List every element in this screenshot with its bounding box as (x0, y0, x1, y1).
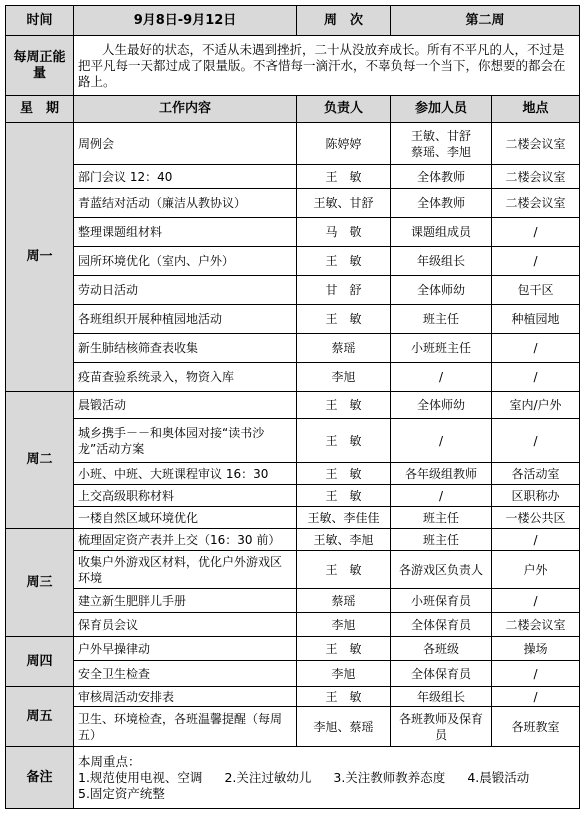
place-cell: / (492, 363, 580, 392)
time-label: 时间 (6, 6, 74, 36)
weekly-schedule-sheet (5, 5, 579, 809)
work-cell: 收集户外游戏区材料，优化户外游戏区环境 (74, 551, 297, 589)
table-row (6, 613, 580, 637)
participants-cell: 各游戏区负责人 (391, 551, 492, 589)
work-cell: 保育员会议 (74, 613, 297, 637)
participants-cell: 小班班主任 (391, 334, 492, 363)
table-row (6, 707, 580, 747)
day-wednesday: 周三 (6, 529, 74, 637)
table-row (6, 419, 580, 463)
owner-cell: 王 敏 (297, 247, 391, 276)
owner-cell: 王 敏 (297, 305, 391, 334)
work-cell: 小班、中班、大班课程审议 16：30 (74, 463, 297, 485)
notes-cell (74, 747, 580, 809)
work-cell: 园所环境优化（室内、户外） (74, 247, 297, 276)
place-cell: / (492, 687, 580, 707)
header-row (6, 6, 580, 36)
col-day: 星 期 (6, 96, 74, 123)
participants-cell: 全体师幼 (391, 276, 492, 305)
place-cell: 二楼会议室 (492, 189, 580, 218)
work-cell: 一楼自然区域环境优化 (74, 507, 297, 529)
work-cell: 部门会议 12：40 (74, 165, 297, 189)
participants-cell: 班主任 (391, 507, 492, 529)
table-row (6, 276, 580, 305)
table-row (6, 485, 580, 507)
participants-cell: 全体师幼 (391, 392, 492, 419)
motto-text: 人生最好的状态，不适从未遇到挫折，二十从没放弃成长。所有不平凡的人，不过是把平凡每一天都过成了限量版。不吝惜每一滴汗水，不辜负每一个当下，你想要的都会在路上。 (78, 41, 566, 89)
table-row (6, 189, 580, 218)
participants-cell: / (391, 363, 492, 392)
participants-cell: 小班保育员 (391, 589, 492, 613)
owner-cell: 王敏、李佳佳 (297, 507, 391, 529)
col-place: 地点 (492, 96, 580, 123)
participants-cell: 年级组长 (391, 247, 492, 276)
place-cell: / (492, 661, 580, 687)
notes-title: 本周重点： (78, 753, 141, 769)
date-range: 9月8日-9月12日 (74, 6, 297, 36)
participants-cell: 全体保育员 (391, 613, 492, 637)
place-cell: 区职称办 (492, 485, 580, 507)
owner-cell: 陈婷婷 (297, 123, 391, 165)
table-row (6, 247, 580, 276)
participants-cell: 年级组长 (391, 687, 492, 707)
place-cell: 一楼公共区 (492, 507, 580, 529)
owner-cell: 王 敏 (297, 687, 391, 707)
table-row (6, 334, 580, 363)
col-participants: 参加人员 (391, 96, 492, 123)
motto-label: 每周正能量 (6, 36, 74, 96)
work-cell: 城乡携手－－和奥体园对接“读书沙龙”活动方案 (74, 419, 297, 463)
table-row (6, 529, 580, 551)
work-cell: 劳动日活动 (74, 276, 297, 305)
place-cell: / (492, 589, 580, 613)
work-cell: 卫生、环境检查，各班温馨提醒（每周五） (74, 707, 297, 747)
place-cell: 各活动室 (492, 463, 580, 485)
participants-cell: 全体教师 (391, 165, 492, 189)
work-cell: 安全卫生检查 (74, 661, 297, 687)
day-friday: 周五 (6, 687, 74, 747)
owner-cell: 王 敏 (297, 463, 391, 485)
participants-cell: 班主任 (391, 529, 492, 551)
place-cell: / (492, 419, 580, 463)
place-cell: 户外 (492, 551, 580, 589)
participants-cell: 各班级 (391, 637, 492, 661)
participants-cell: 全体教师 (391, 189, 492, 218)
participants-cell: 各年级组教师 (391, 463, 492, 485)
participants-cell: / (391, 419, 492, 463)
owner-cell: 王 敏 (297, 165, 391, 189)
table-row (6, 507, 580, 529)
work-cell: 梳理固定资产表并上交（16：30 前） (74, 529, 297, 551)
work-cell: 户外早操律动 (74, 637, 297, 661)
owner-cell: 王敏、甘舒 (297, 189, 391, 218)
owner-cell: 马 敬 (297, 218, 391, 247)
notes-item-4: 4.晨锻活动 (467, 769, 530, 785)
place-cell: 二楼会议室 (492, 165, 580, 189)
work-cell: 上交高级职称材料 (74, 485, 297, 507)
place-cell: 包干区 (492, 276, 580, 305)
place-cell: 二楼会议室 (492, 123, 580, 165)
owner-cell: 王 敏 (297, 485, 391, 507)
owner-cell: 王 敏 (297, 419, 391, 463)
day-monday: 周一 (6, 123, 74, 392)
place-cell: / (492, 247, 580, 276)
week-label: 周 次 (297, 6, 391, 36)
col-owner: 负责人 (297, 96, 391, 123)
work-cell: 新生肺结核筛查表收集 (74, 334, 297, 363)
work-cell: 各班组织开展种植园地活动 (74, 305, 297, 334)
place-cell: 各班教室 (492, 707, 580, 747)
notes-item-2: 2.关注过敏幼儿 (224, 769, 312, 785)
place-cell: 操场 (492, 637, 580, 661)
table-row (6, 363, 580, 392)
work-cell: 晨锻活动 (74, 392, 297, 419)
owner-cell: 李旭、蔡瑶 (297, 707, 391, 747)
participants-cell: 班主任 (391, 305, 492, 334)
table-row (6, 463, 580, 485)
participants-cell: / (391, 485, 492, 507)
work-cell: 周例会 (74, 123, 297, 165)
owner-cell: 蔡瑶 (297, 334, 391, 363)
table-row (6, 305, 580, 334)
place-cell: / (492, 529, 580, 551)
day-tuesday: 周二 (6, 392, 74, 529)
owner-cell: 李旭 (297, 613, 391, 637)
table-row (6, 661, 580, 687)
notes-item-1: 1.规范使用电视、空调 (78, 769, 203, 785)
schedule-table (5, 5, 580, 809)
owner-cell: 王 敏 (297, 392, 391, 419)
notes-item-5: 5.固定资产统整 (78, 785, 165, 801)
participants-cell: 课题组成员 (391, 218, 492, 247)
place-cell: / (492, 334, 580, 363)
table-row (6, 165, 580, 189)
column-header-row (6, 96, 580, 123)
table-row (6, 123, 580, 165)
place-cell: / (492, 218, 580, 247)
participants-cell: 各班教师及保育员 (391, 707, 492, 747)
table-row (6, 551, 580, 589)
motto-text-cell (74, 36, 580, 96)
notes-label: 备注 (6, 747, 74, 809)
week-value: 第二周 (391, 6, 580, 36)
owner-cell: 王 敏 (297, 551, 391, 589)
work-cell: 青蓝结对活动（廉洁从教协议） (74, 189, 297, 218)
table-row (6, 589, 580, 613)
work-cell: 建立新生肥胖儿手册 (74, 589, 297, 613)
owner-cell: 甘 舒 (297, 276, 391, 305)
owner-cell: 蔡瑶 (297, 589, 391, 613)
notes-line-1 (78, 770, 575, 786)
work-cell: 疫苗查验系统录入，物资入库 (74, 363, 297, 392)
table-row (6, 687, 580, 707)
place-cell: 种植园地 (492, 305, 580, 334)
table-row (6, 637, 580, 661)
owner-cell: 李旭 (297, 661, 391, 687)
col-work: 工作内容 (74, 96, 297, 123)
participants-cell: 王敏、甘舒 蔡瑶、李旭 (391, 123, 492, 165)
work-cell: 整理课题组材料 (74, 218, 297, 247)
participants-cell: 全体保育员 (391, 661, 492, 687)
owner-cell: 李旭 (297, 363, 391, 392)
notes-row (6, 747, 580, 809)
table-row (6, 392, 580, 419)
day-thursday: 周四 (6, 637, 74, 687)
motto-row (6, 36, 580, 96)
notes-item-3: 3.关注教师教养态度 (333, 769, 446, 785)
place-cell: 室内/户外 (492, 392, 580, 419)
work-cell: 审核周活动安排表 (74, 687, 297, 707)
owner-cell: 王 敏 (297, 637, 391, 661)
owner-cell: 王敏、李旭 (297, 529, 391, 551)
table-row (6, 218, 580, 247)
place-cell: 二楼会议室 (492, 613, 580, 637)
